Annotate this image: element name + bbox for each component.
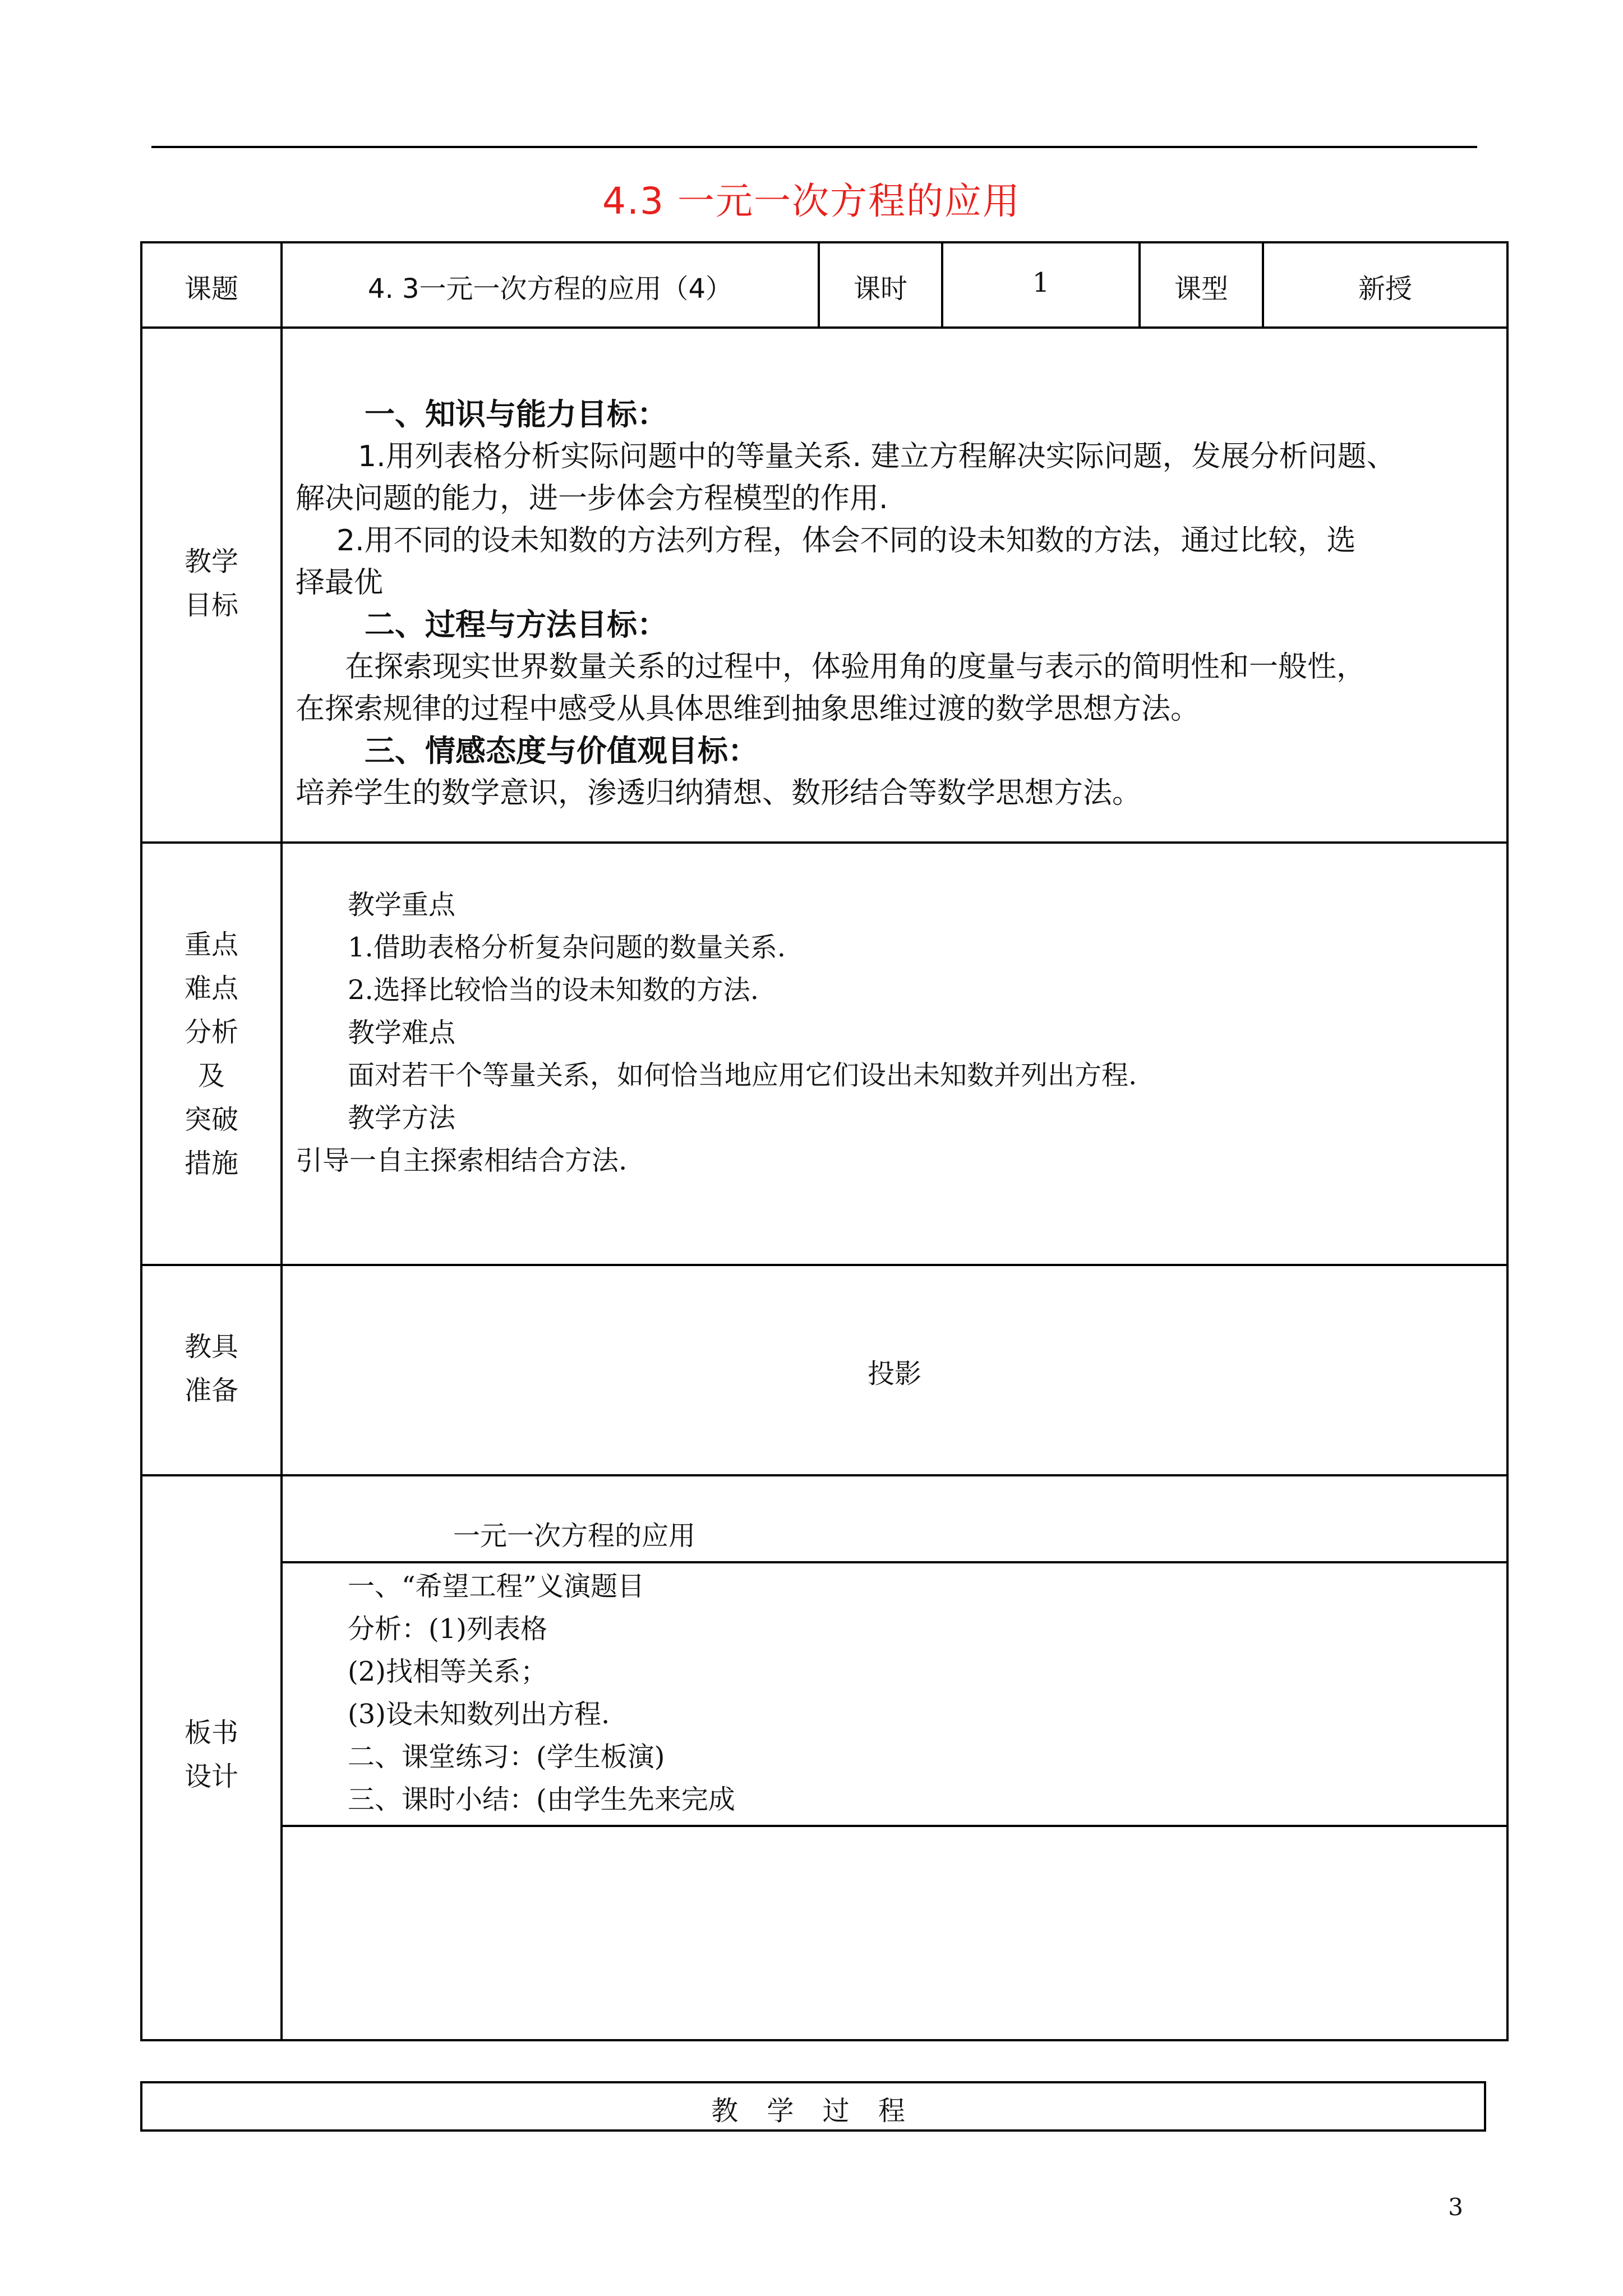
type-label: 课型 xyxy=(1174,273,1228,305)
keypoints-line: 面对若干个等量关系，如何恰当地应用它们设出未知数并列出方程. xyxy=(348,1060,1137,1091)
objective-heading-2: 二、过程与方法目标： xyxy=(365,607,667,642)
board-line: (2)找相等关系； xyxy=(348,1656,547,1687)
board-heading: 一元一次方程的应用 xyxy=(453,1520,696,1552)
board-line: 一、“希望工程”义演题目 xyxy=(348,1571,645,1602)
process-box xyxy=(140,2081,1486,2132)
page-title: 4.3 一元一次方程的应用 xyxy=(602,180,1021,223)
board-line: 二、课堂练习：(学生板演) xyxy=(348,1741,665,1773)
objective-text: 在探索现实世界数量关系的过程中，体验用角的度量与表示的简明性和一般性， xyxy=(345,650,1366,684)
keypoints-line: 引导一自主探索相结合方法. xyxy=(296,1145,628,1176)
keypoints-line: 教学重点 xyxy=(348,889,456,921)
tools-value: 投影 xyxy=(867,1358,921,1389)
objective-heading-1: 一、知识与能力目标： xyxy=(365,397,667,432)
board-line: 三、课时小结：(由学生先来完成 xyxy=(348,1784,735,1815)
objective-text: 择最优 xyxy=(296,566,384,600)
keypoints-line: 2.选择比较恰当的设未知数的方法. xyxy=(348,974,759,1006)
tools-label: 教具 准备 xyxy=(184,1331,238,1406)
keypoints-line: 1.借助表格分析复杂问题的数量关系. xyxy=(348,932,786,963)
objective-text: 培养学生的数学意识，渗透归纳猜想、数形结合等数学思想方法。 xyxy=(296,776,1142,810)
keypoints-line: 教学难点 xyxy=(348,1017,456,1048)
objective-text: 2.用不同的设未知数的方法列方程，体会不同的设未知数的方法，通过比较，选 xyxy=(336,524,1356,558)
hours-value: 1 xyxy=(1032,267,1050,298)
board-line: 分析：(1)列表格 xyxy=(348,1613,547,1645)
objective-text: 在探索规律的过程中感受从具体思维到抽象思维过渡的数学思想方法。 xyxy=(296,692,1200,726)
objectives-label: 教学 目标 xyxy=(184,546,238,621)
keypoints-label: 重点 难点 分析 及 突破 措施 xyxy=(184,929,238,1179)
topic-label: 课题 xyxy=(184,273,238,305)
board-line: (3)设未知数列出方程. xyxy=(348,1699,610,1730)
board-label: 板书 设计 xyxy=(184,1717,238,1792)
objective-heading-3: 三、情感态度与价值观目标： xyxy=(365,733,758,769)
topic-value: 4. 3一元一次方程的应用（4） xyxy=(367,273,733,305)
objective-text: 1.用列表格分析实际问题中的等量关系. 建立方程解决实际问题，发展分析问题、 xyxy=(358,440,1396,473)
page-number: 3 xyxy=(1448,2193,1463,2221)
objective-text: 解决问题的能力，进一步体会方程模型的作用. xyxy=(296,482,888,516)
keypoints-line: 教学方法 xyxy=(348,1102,456,1134)
process-label: 教 学 过 程 xyxy=(711,2095,915,2127)
header-rule xyxy=(151,146,1477,148)
type-value: 新授 xyxy=(1358,273,1412,305)
hours-label: 课时 xyxy=(853,273,907,305)
